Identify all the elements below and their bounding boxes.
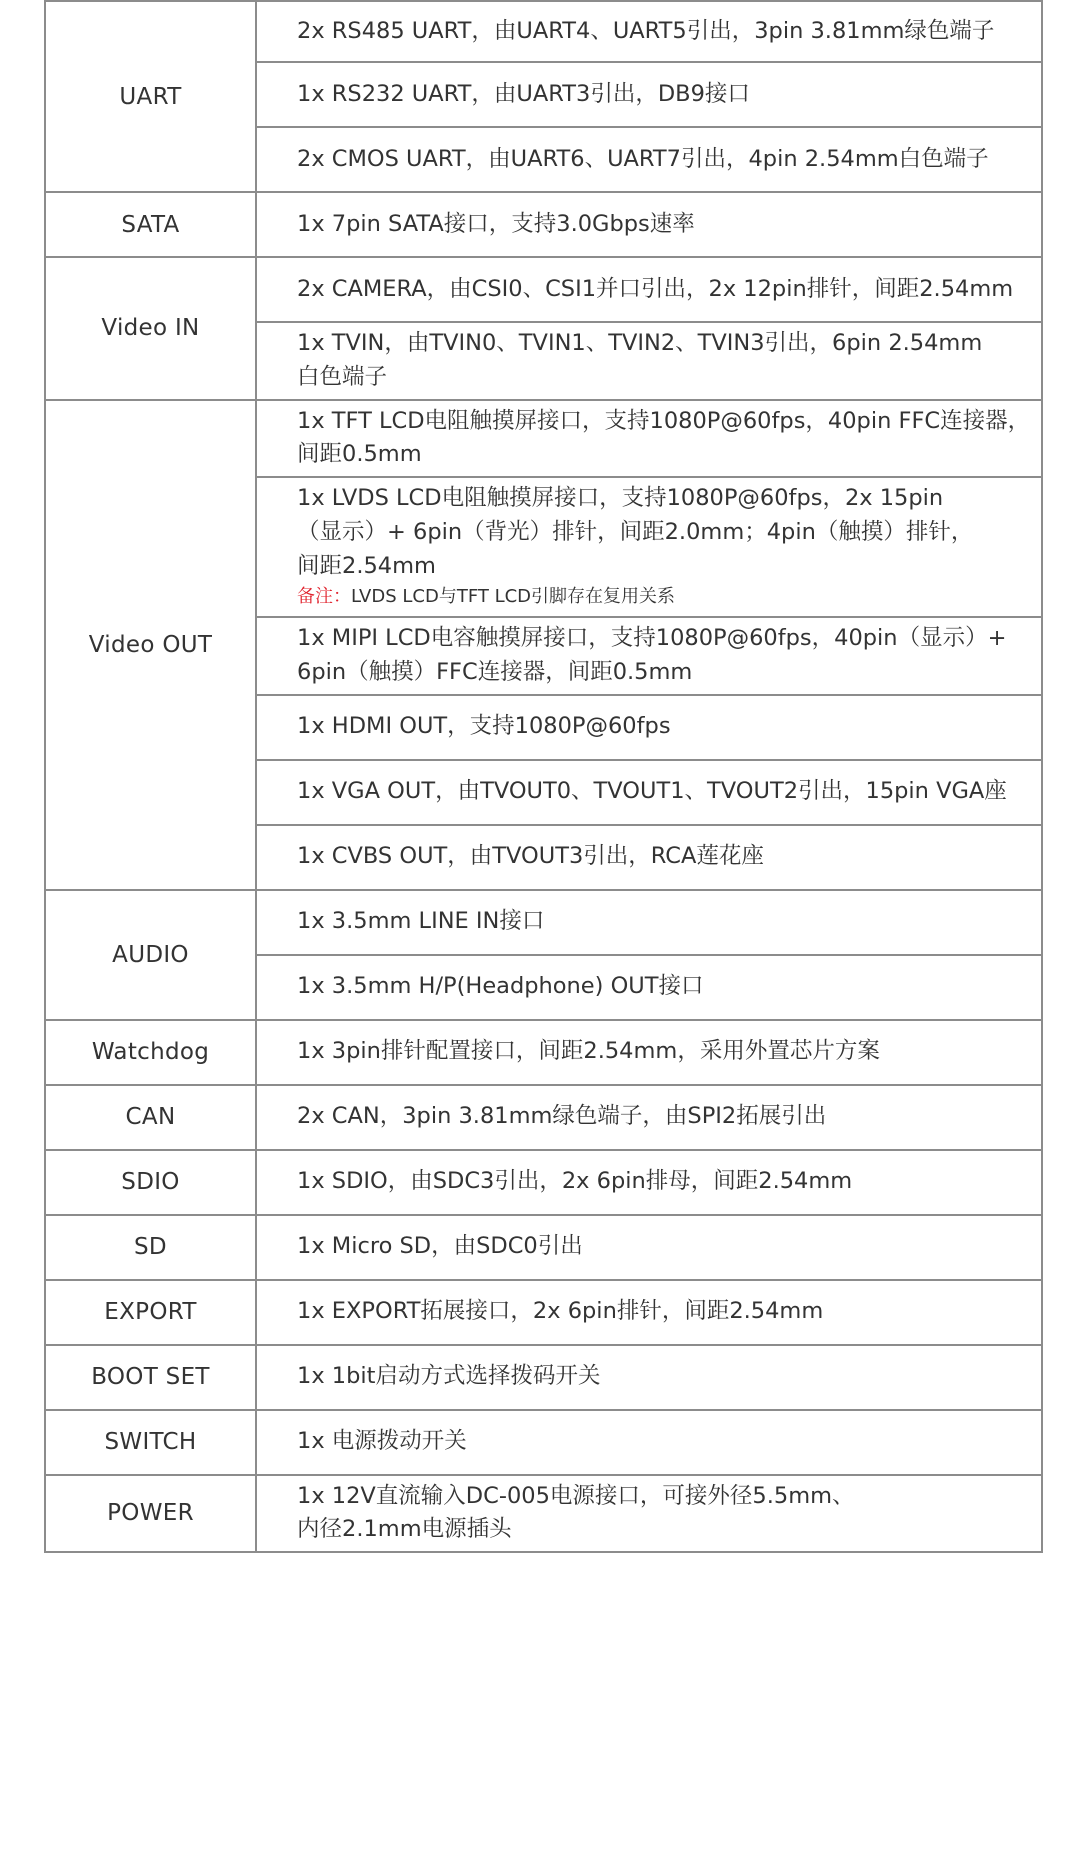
table-row: [45, 257, 1042, 322]
value-line: 2x CMOS UART，由UART6、UART7引出，4pin 2.54mm白色端子: [297, 145, 989, 172]
table-row: [45, 1280, 1042, 1345]
value-line: 1x EXPORT拓展接口，2x 6pin排针，间距2.54mm: [297, 1298, 824, 1325]
value-line: 1x LVDS LCD电阻触摸屏接口，支持1080P@60fps，2x 15pin: [297, 485, 944, 511]
row-value: [256, 955, 1042, 1020]
row-label: BOOT SET: [45, 1345, 256, 1410]
spec-table: [44, 0, 1043, 1553]
row-value: [256, 62, 1042, 127]
row-value: [256, 1410, 1042, 1475]
table-row: [45, 1020, 1042, 1085]
value-line: （显示）+ 6pin（背光）排针，间距2.0mm；4pin（触摸）排针，: [297, 518, 974, 545]
row-value: [256, 1280, 1042, 1345]
value-line: 2x RS485 UART，由UART4、UART5引出，3pin 3.81mm绿色端子: [297, 17, 995, 44]
note-label: 备注：: [297, 586, 351, 608]
row-label: Video IN: [45, 257, 256, 400]
row-value: [256, 127, 1042, 192]
value-line: 1x SDIO，由SDC3引出，2x 6pin排母，间距2.54mm: [297, 1168, 853, 1195]
value-line: 间距2.54mm: [297, 552, 436, 579]
row-value: [256, 890, 1042, 955]
row-value: [256, 695, 1042, 760]
table-row: [45, 192, 1042, 257]
row-label: UART: [45, 1, 256, 192]
row-label: SWITCH: [45, 1410, 256, 1475]
table-row: [45, 1085, 1042, 1150]
value-line: 1x HDMI OUT，支持1080P@60fps: [297, 713, 671, 740]
row-label: EXPORT: [45, 1280, 256, 1345]
table-row: [45, 1, 1042, 62]
value-line: 1x 3.5mm LINE IN接口: [297, 908, 545, 935]
row-value: [256, 1475, 1042, 1553]
row-value: [256, 1020, 1042, 1085]
table-row: [45, 1150, 1042, 1215]
table-row: [45, 400, 1042, 478]
row-value: [256, 257, 1042, 322]
value-line: 1x TFT LCD电阻触摸屏接口，支持1080P@60fps，40pin FFC连接器，: [297, 407, 1031, 434]
row-value: [256, 1085, 1042, 1150]
row-label: AUDIO: [45, 890, 256, 1020]
row-value: [256, 477, 1042, 617]
value-line: 1x MIPI LCD电容触摸屏接口，支持1080P@60fps，40pin（显示）+: [297, 625, 1007, 652]
value-line: 2x CAN，3pin 3.81mm绿色端子，由SPI2拓展引出: [297, 1103, 827, 1130]
row-value: [256, 825, 1042, 890]
row-value: [256, 617, 1042, 695]
note-text: LVDS LCD与TFT LCD引脚存在复用关系: [351, 586, 676, 608]
value-line: 1x 3.5mm H/P(Headphone) OUT接口: [297, 973, 704, 1000]
row-label: SD: [45, 1215, 256, 1280]
value-line: 1x VGA OUT，由TVOUT0、TVOUT1、TVOUT2引出，15pin VGA座: [297, 778, 1007, 805]
table-row: [45, 1215, 1042, 1280]
value-line: 1x RS232 UART，由UART3引出，DB9接口: [297, 80, 750, 107]
row-label: SATA: [45, 192, 256, 257]
row-value: [256, 192, 1042, 257]
value-line: 白色端子: [297, 363, 388, 390]
row-label: SDIO: [45, 1150, 256, 1215]
value-line: 内径2.1mm电源插头: [297, 1516, 512, 1543]
row-value: [256, 400, 1042, 478]
row-value: [256, 760, 1042, 825]
value-line: 1x 1bit启动方式选择拨码开关: [297, 1363, 601, 1390]
row-label: Video OUT: [45, 400, 256, 890]
value-line: 1x 12V直流输入DC-005电源接口，可接外径5.5mm、: [297, 1482, 855, 1509]
value-line: 1x 7pin SATA接口，支持3.0Gbps速率: [297, 210, 695, 237]
value-line: 1x 3pin排针配置接口，间距2.54mm，采用外置芯片方案: [297, 1038, 880, 1065]
table-row: [45, 1475, 1042, 1553]
table-row: [45, 1410, 1042, 1475]
row-label: POWER: [45, 1475, 256, 1553]
value-line: 1x 电源拨动开关: [297, 1428, 467, 1455]
row-value: [256, 1, 1042, 62]
value-line: 间距0.5mm: [297, 441, 422, 468]
row-value: [256, 1215, 1042, 1280]
row-label: Watchdog: [45, 1020, 256, 1085]
row-value: [256, 1150, 1042, 1215]
row-value: [256, 322, 1042, 400]
value-line: 1x TVIN，由TVIN0、TVIN1、TVIN2、TVIN3引出，6pin 2.54mm: [297, 330, 983, 356]
spec-table-body: [45, 1, 1042, 1552]
row-label: CAN: [45, 1085, 256, 1150]
row-value: [256, 1345, 1042, 1410]
value-line: 1x CVBS OUT，由TVOUT3引出，RCA莲花座: [297, 843, 764, 870]
value-line: 2x CAMERA，由CSI0、CSI1并口引出，2x 12pin排针，间距2.54mm: [297, 275, 1014, 302]
table-row: [45, 1345, 1042, 1410]
table-row: [45, 890, 1042, 955]
note-line: [297, 583, 1031, 612]
value-line: 1x Micro SD，由SDC0引出: [297, 1233, 583, 1260]
value-line: 6pin（触摸）FFC连接器，间距0.5mm: [297, 658, 693, 685]
